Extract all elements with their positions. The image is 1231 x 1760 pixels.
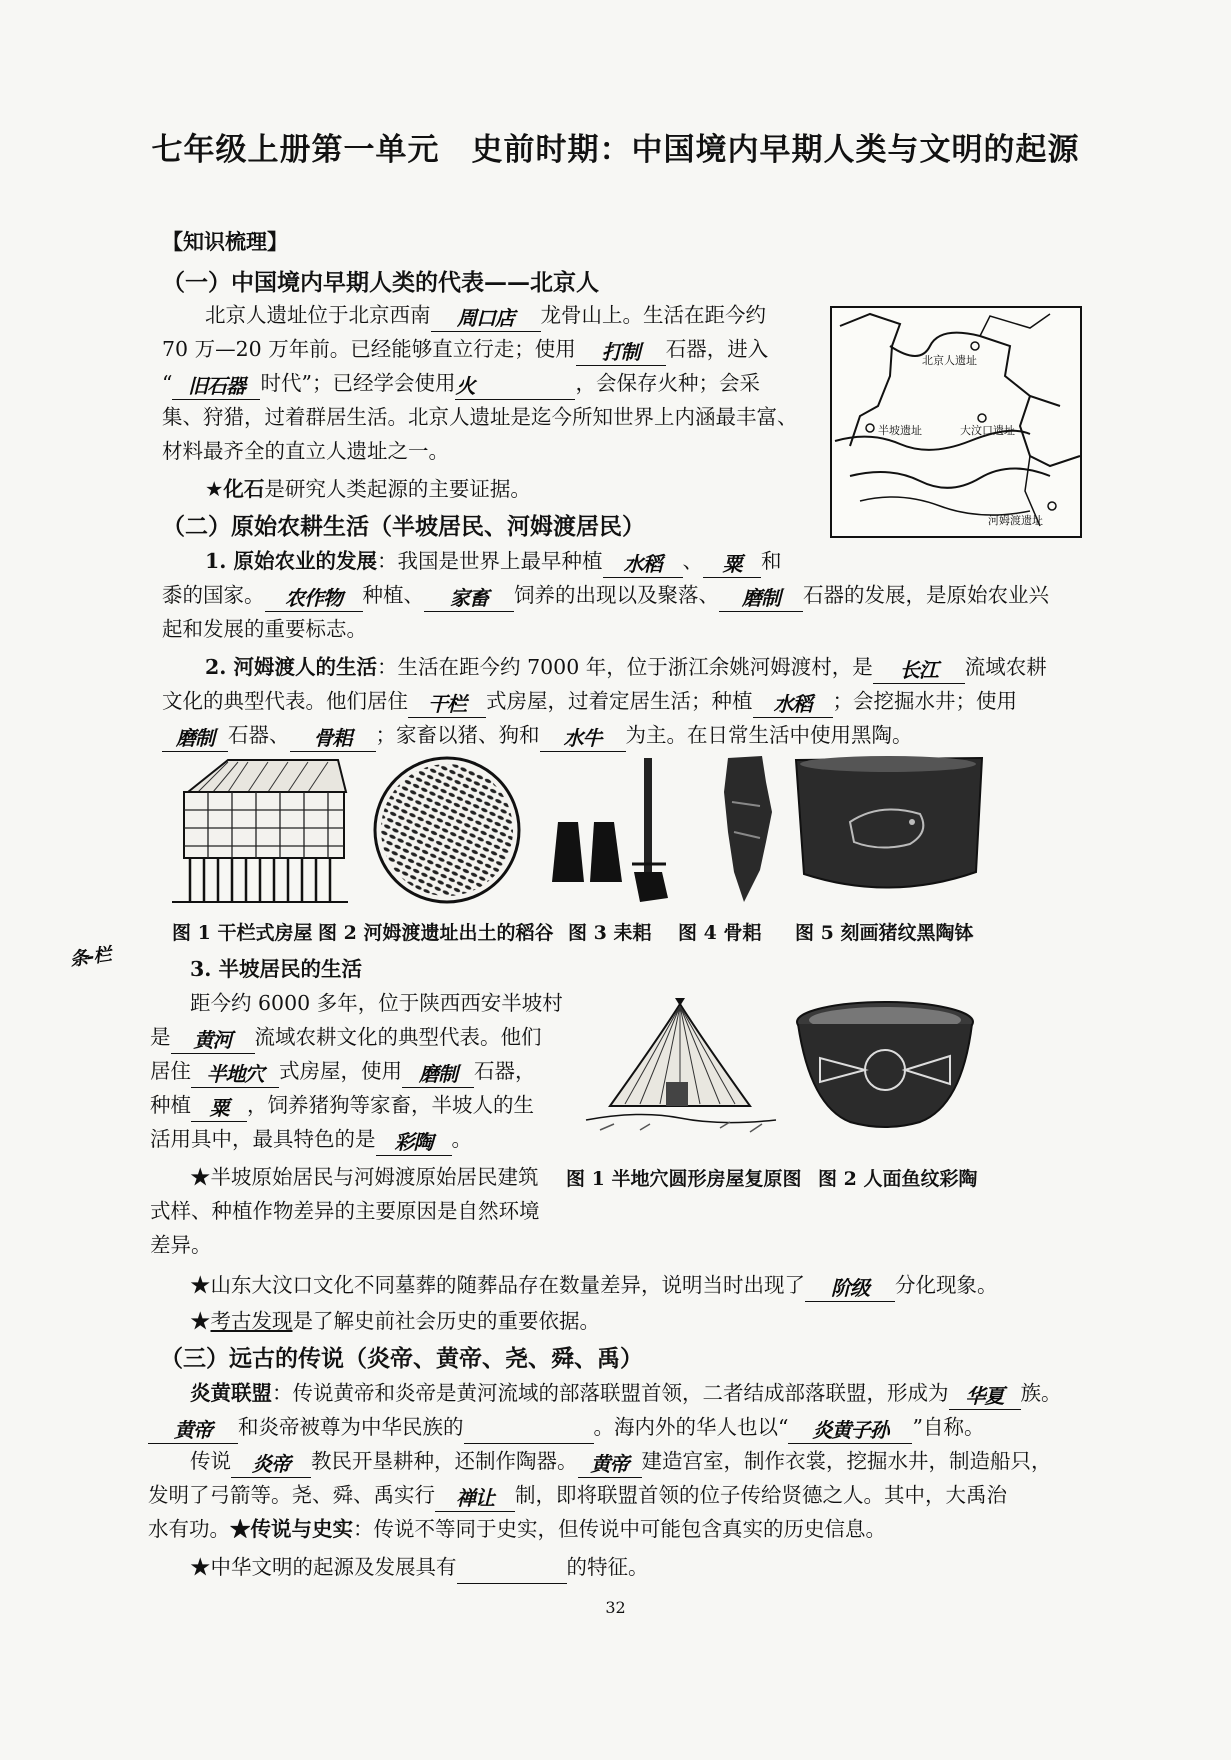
s1-line-4: 集、狩猎，过着群居生活。北京人遗址是迄今所知世界上内涵最丰富、 bbox=[162, 405, 798, 429]
answer-blank[interactable]: 彩陶 bbox=[376, 1129, 452, 1156]
answer-blank[interactable]: 阶级 bbox=[805, 1275, 895, 1302]
s3-line-2: 黄帝 和炎帝被尊为中华民族的 。海内外的华人也以“ 炎黄子孙 ”自称。 bbox=[148, 1410, 984, 1444]
s2-star-1b: 式样、种植作物差异的主要原因是自然环境 bbox=[150, 1199, 540, 1223]
s2-p3-line-2: 是 黄河 流域农耕文化的典型代表。他们 bbox=[150, 1025, 542, 1052]
map-label-beijing: 北京人遗址 bbox=[922, 354, 977, 367]
answer-blank[interactable]: 半地穴 bbox=[191, 1061, 279, 1088]
answer-blank[interactable]: 黄河 bbox=[171, 1027, 255, 1054]
s1-star-line: ★化石是研究人类起源的主要证据。 bbox=[205, 477, 531, 501]
answer-blank[interactable]: 磨制 bbox=[402, 1061, 474, 1088]
answer-blank[interactable]: 打制 bbox=[576, 339, 666, 366]
answer-blank[interactable] bbox=[457, 1557, 567, 1584]
answer-blank[interactable]: 黄帝 bbox=[578, 1451, 642, 1478]
figure-leisi-tools bbox=[550, 752, 690, 908]
caption-fig-2: 图 2 河姆渡遗址出土的稻谷 bbox=[318, 922, 554, 944]
figure-stilt-house bbox=[168, 752, 350, 908]
s3-line-4: 发明了弓箭等。尧、舜、禹实行 禅让 制，即将联盟首领的位子传给贤德之人。其中，大禹治 bbox=[148, 1483, 1007, 1510]
section-2-heading: （二）原始农耕生活（半坡居民、河姆渡居民） bbox=[162, 513, 645, 540]
s3-line-6: ★中华文明的起源及发展具有 的特征。 bbox=[190, 1550, 649, 1584]
knowledge-heading: 【知识梳理】 bbox=[162, 229, 288, 254]
section-3-heading: （三）远古的传说（炎帝、黄帝、尧、舜、禹） bbox=[160, 1345, 643, 1372]
s3-line-1: 炎黄联盟：传说黄帝和炎帝是黄河流域的部落联盟首领，二者结成部落联盟，形成为 华夏 族。 bbox=[190, 1381, 1062, 1408]
figure-banpo-house bbox=[580, 996, 780, 1146]
s2-p1-line-3: 起和发展的重要标志。 bbox=[162, 617, 367, 641]
answer-blank[interactable]: 长江 bbox=[873, 657, 965, 684]
caption-fig-5: 图 5 刻画猪纹黑陶钵 bbox=[795, 922, 974, 944]
answer-blank[interactable]: 水稻 bbox=[603, 551, 683, 578]
answer-blank[interactable]: 农作物 bbox=[265, 585, 363, 612]
answer-blank[interactable]: 磨制 bbox=[162, 725, 228, 752]
s3-line-3: 传说 炎帝 教民开垦耕种，还制作陶器。 黄帝 建造宫室，制作衣裳，挖掘水井，制造船只， bbox=[190, 1449, 1052, 1476]
s2-p3-line-4: 种植 粟 ，饲养猪狗等家畜，半坡人的生 bbox=[150, 1093, 534, 1120]
answer-blank[interactable]: 水牛 bbox=[540, 725, 626, 752]
s2-star-2: ★山东大汶口文化不同墓葬的随葬品存在数量差异，说明当时出现了 阶级 分化现象。 bbox=[190, 1273, 998, 1300]
answer-blank[interactable]: 家畜 bbox=[424, 585, 514, 612]
answer-blank[interactable]: 炎黄子孙 bbox=[788, 1417, 912, 1444]
answer-blank[interactable]: 粟 bbox=[703, 551, 761, 578]
caption2-fig-2: 图 2 人面鱼纹彩陶 bbox=[818, 1168, 978, 1190]
s2-p3-heading: 3. 半坡居民的生活 bbox=[190, 957, 363, 981]
s2-p2-line-2: 文化的典型代表。他们居住 干栏 式房屋，过着定居生活；种植 水稻 ；会挖掘水井；使用 bbox=[162, 689, 1017, 716]
answer-blank[interactable]: 水稻 bbox=[753, 691, 833, 718]
answer-blank[interactable]: 骨耜 bbox=[290, 725, 376, 752]
map-label-banpo: 半坡遗址 bbox=[878, 424, 922, 437]
caption-fig-1: 图 1 干栏式房屋 bbox=[172, 922, 313, 944]
caption-fig-4: 图 4 骨耜 bbox=[678, 922, 762, 944]
handwritten-side-note: 条-栏 bbox=[68, 944, 112, 971]
answer-blank[interactable]: 炎帝 bbox=[231, 1451, 311, 1478]
answer-blank[interactable] bbox=[464, 1417, 594, 1444]
answer-blank[interactable]: 干栏 bbox=[408, 691, 486, 718]
figure-bone-si bbox=[716, 752, 784, 908]
s1-line-3: “ 旧石器 时代”；已经学会使用火 ，会保存火种；会采 bbox=[162, 371, 760, 398]
answer-blank[interactable]: 磨制 bbox=[719, 585, 803, 612]
s1-line-5: 材料最齐全的直立人遗址之一。 bbox=[162, 439, 449, 463]
s3-line-5: 水有功。★传说与史实：传说不等同于史实，但传说中可能包含真实的历史信息。 bbox=[148, 1517, 886, 1541]
figure-pig-pottery bbox=[790, 752, 988, 908]
s2-p2-line-1: 2. 河姆渡人的生活：生活在距今约 7000 年，位于浙江余姚河姆渡村，是 长江 流域农耕 bbox=[205, 655, 1047, 682]
answer-blank[interactable]: 禅让 bbox=[435, 1485, 515, 1512]
answer-blank[interactable]: 火 bbox=[455, 373, 575, 400]
s2-p3-line-5: 活用具中，最具特色的是 彩陶 。 bbox=[150, 1127, 472, 1154]
answer-blank[interactable]: 华夏 bbox=[949, 1383, 1021, 1410]
s2-p1-line-1: 1. 原始农业的发展：我国是世界上最早种植 水稻 、 粟 和 bbox=[205, 549, 782, 576]
answer-blank[interactable]: 粟 bbox=[191, 1095, 247, 1122]
s2-star-3: ★考古发现是了解史前社会历史的重要依据。 bbox=[190, 1309, 600, 1333]
map-label-hemudu: 河姆渡遗址 bbox=[988, 514, 1043, 527]
page-number: 32 bbox=[605, 1598, 626, 1617]
s2-star-1c: 差异。 bbox=[150, 1233, 212, 1257]
s2-p3-line-3: 居住 半地穴 式房屋，使用 磨制 石器， bbox=[150, 1059, 536, 1086]
s2-p3-line-1: 距今约 6000 多年，位于陕西西安半坡村 bbox=[190, 991, 563, 1015]
s2-p1-line-2: 黍的国家。 农作物 种植、 家畜 饲养的出现以及聚落、 磨制 石器的发展，是原始农业兴 bbox=[162, 583, 1049, 610]
section-1-heading: （一）中国境内早期人类的代表——北京人 bbox=[162, 269, 599, 296]
page-title: 七年级上册第一单元 史前时期：中国境内早期人类与文明的起源 bbox=[151, 132, 1080, 168]
s1-line-2: 70 万—20 万年前。已经能够直立行走；使用 打制 石器，进入 bbox=[162, 337, 769, 364]
map-label-dawenkou: 大汶口遗址 bbox=[960, 424, 1015, 437]
answer-blank[interactable]: 旧石器 bbox=[172, 373, 260, 400]
s2-p2-line-3: 磨制 石器、 骨耜 ；家畜以猪、狗和 水牛 为主。在日常生活中使用黑陶。 bbox=[162, 718, 913, 752]
caption-fig-3: 图 3 耒耜 bbox=[568, 922, 652, 944]
s1-line-1: 北京人遗址位于北京西南 周口店 龙骨山上。生活在距今约 bbox=[205, 303, 766, 330]
answer-blank[interactable]: 周口店 bbox=[431, 305, 541, 332]
figure-fish-pottery bbox=[790, 996, 980, 1146]
site-map bbox=[830, 306, 1082, 538]
caption2-fig-1: 图 1 半地穴圆形房屋复原图 bbox=[566, 1168, 802, 1190]
figure-rice-grains bbox=[368, 752, 526, 908]
answer-blank[interactable]: 黄帝 bbox=[148, 1417, 238, 1444]
s2-star-1a: ★半坡原始居民与河姆渡原始居民建筑 bbox=[190, 1165, 539, 1189]
